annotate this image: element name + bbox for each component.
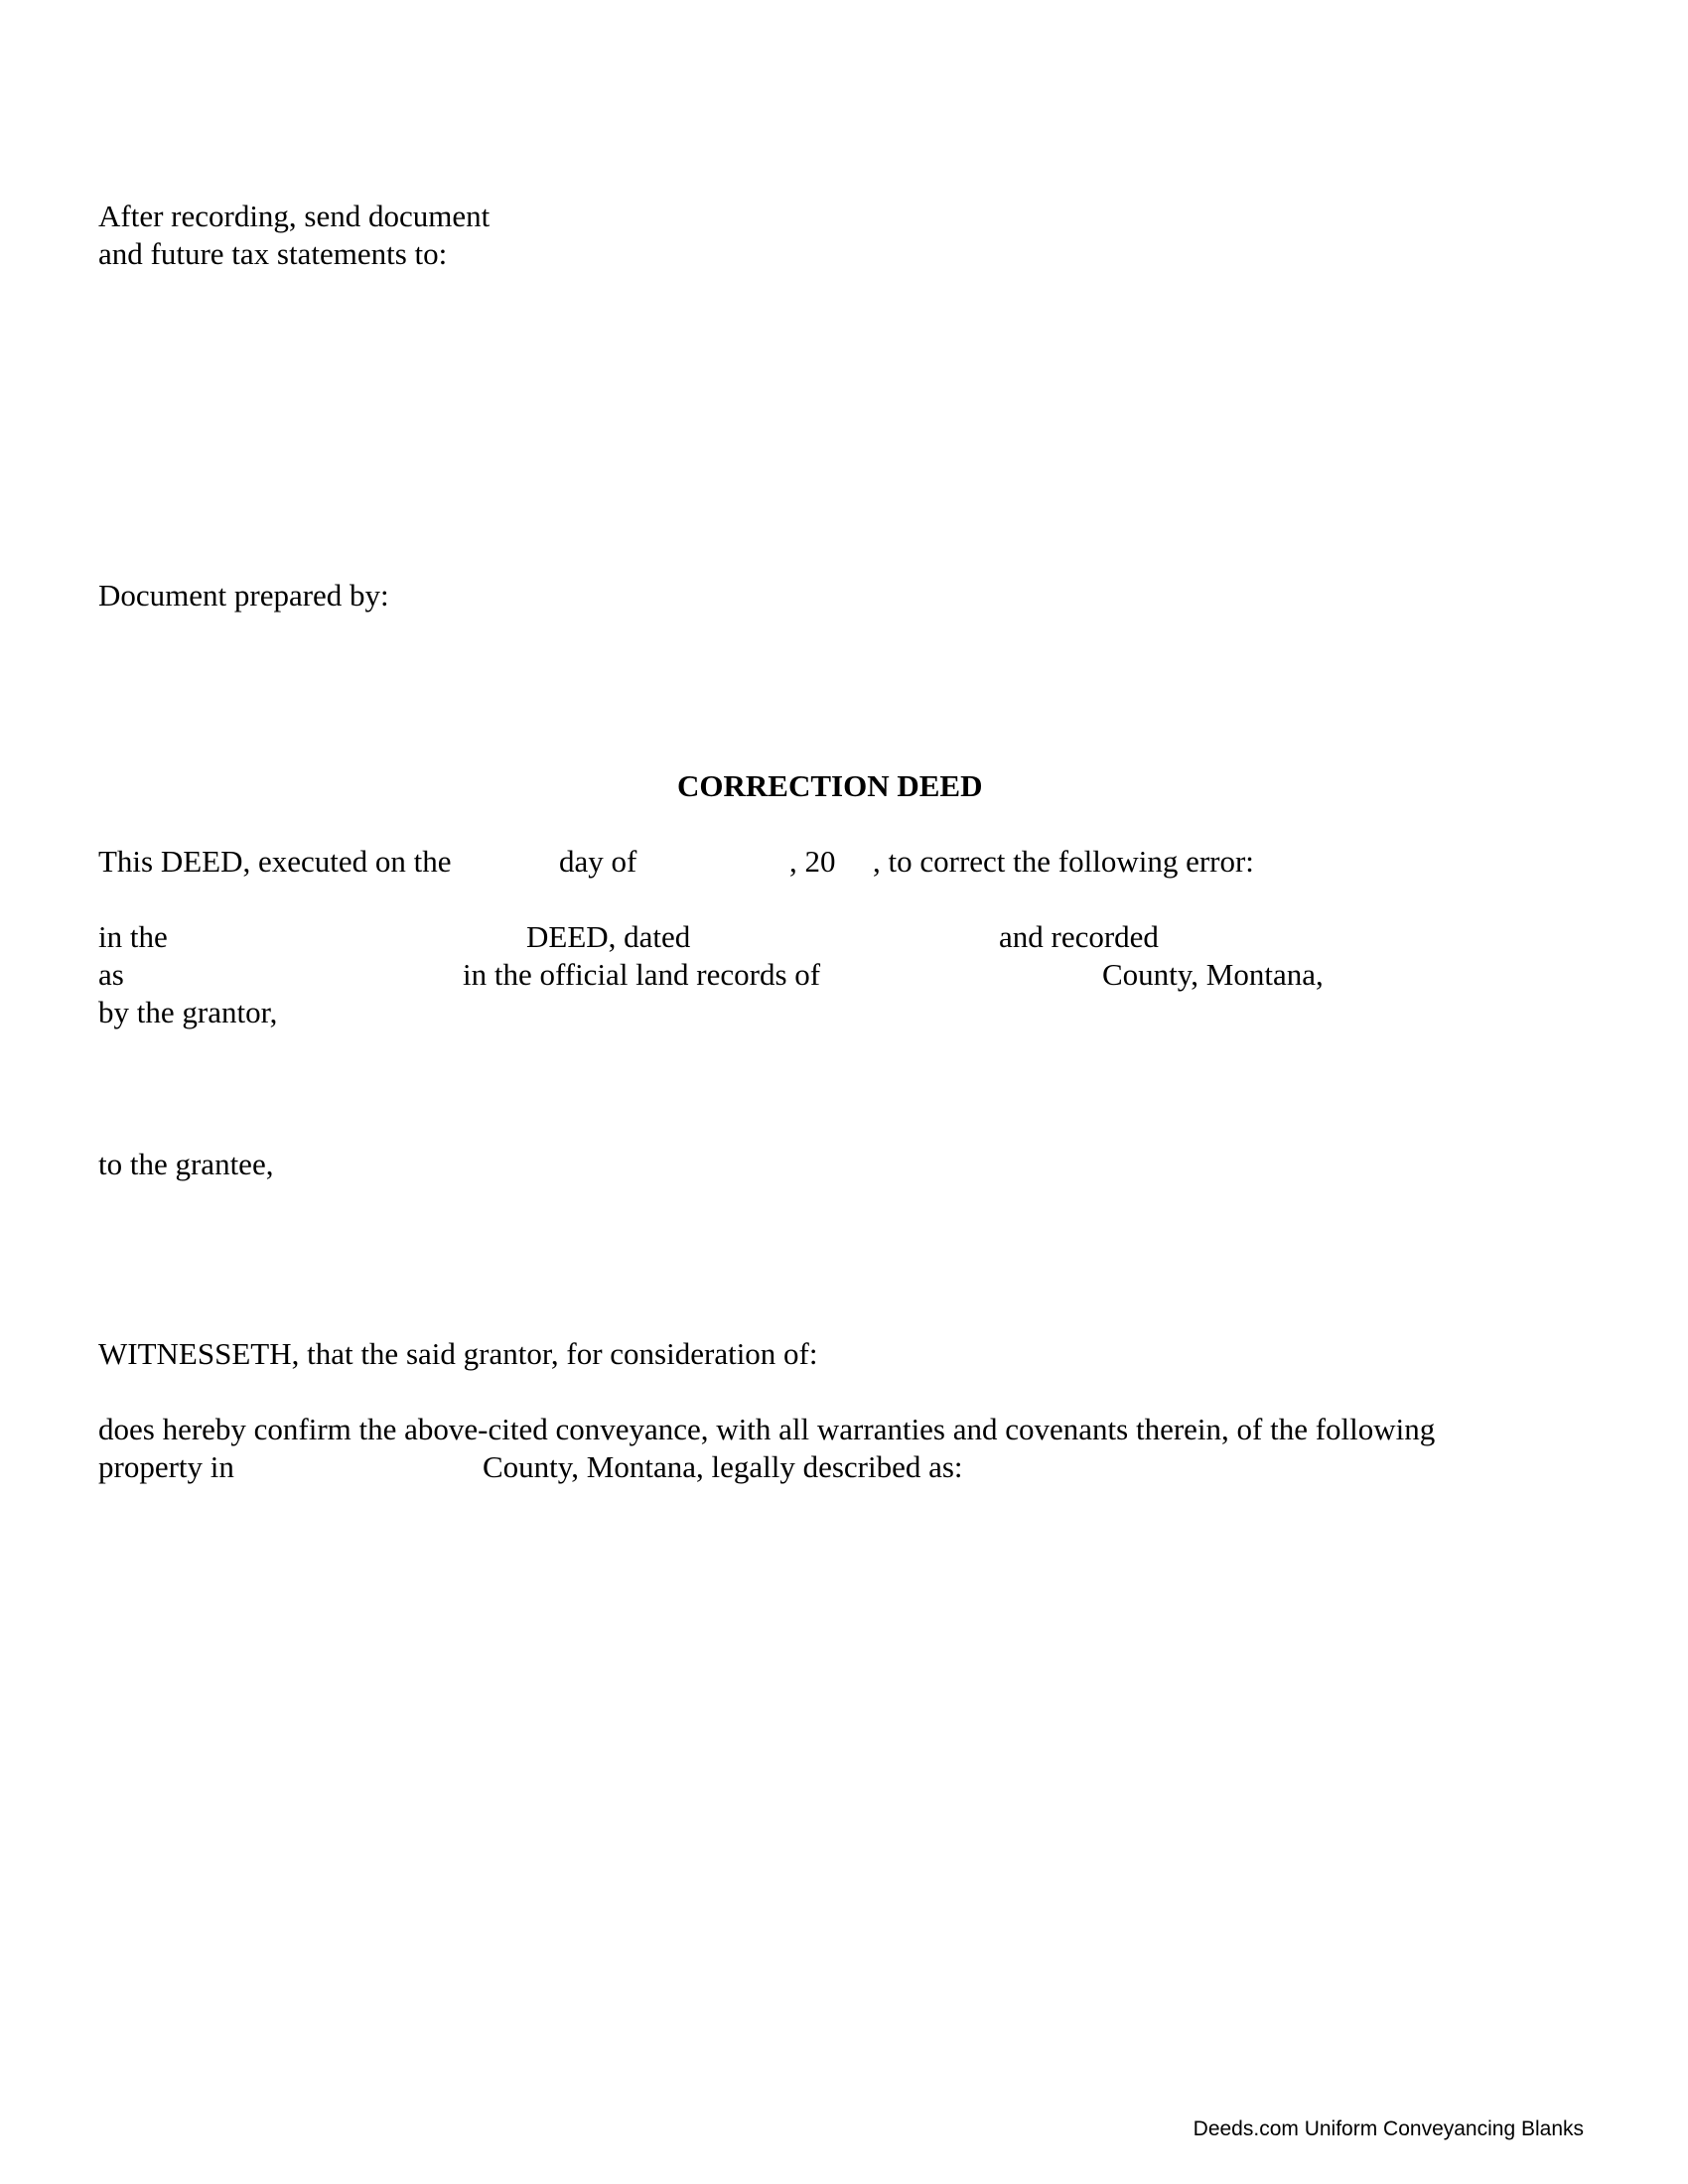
grantee-label: to the grantee, [98, 1147, 274, 1181]
return-address-line-1: After recording, send document [98, 199, 491, 233]
original-deed-in-the: in the [98, 919, 168, 954]
original-deed-grantor: by the grantor, [98, 995, 278, 1029]
original-deed-recorded: and recorded [999, 919, 1159, 954]
footer-credit: Deeds.com Uniform Conveyancing Blanks [1193, 2117, 1584, 2140]
prepared-by-label: Document prepared by: [98, 578, 389, 613]
confirm-line-2-prefix: property in [98, 1449, 234, 1484]
original-deed-as: as [98, 957, 124, 992]
document-title: CORRECTION DEED [677, 768, 983, 803]
confirm-line-1: does hereby confirm the above-cited conveyance, with all warranties and covenants therein, of the following [98, 1412, 1436, 1446]
witnesseth-clause: WITNESSETH, that the said grantor, for consideration of: [98, 1336, 818, 1371]
return-address-line-2: and future tax statements to: [98, 236, 448, 271]
executed-suffix: , to correct the following error: [873, 844, 1254, 879]
executed-prefix: This DEED, executed on the [98, 844, 452, 879]
original-deed-records: in the official land records of [463, 957, 821, 992]
original-deed-county: County, Montana, [1102, 957, 1324, 992]
original-deed-dated: DEED, dated [526, 919, 691, 954]
confirm-line-2-suffix: County, Montana, legally described as: [483, 1449, 963, 1484]
executed-year: , 20 [789, 844, 836, 879]
executed-day-of: day of [559, 844, 637, 879]
